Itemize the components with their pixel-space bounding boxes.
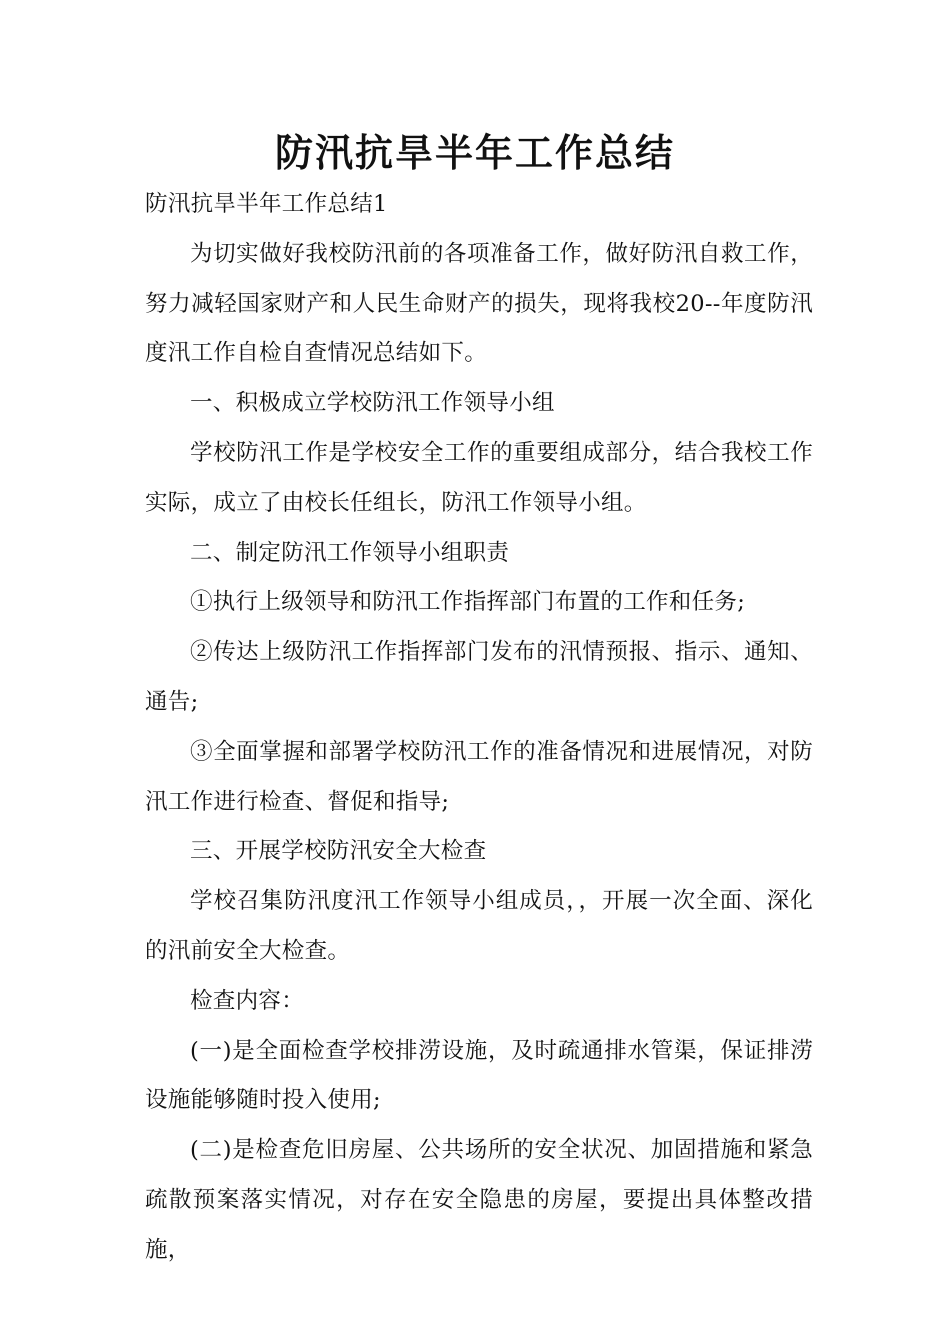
list-item: ①执行上级领导和防汛工作指挥部门布置的工作和任务; xyxy=(190,589,746,616)
list-item: (一)是全面检查学校排涝设施，及时疏通排水管渠，保证排涝设施能够随时投入使用; xyxy=(145,1037,813,1114)
paragraph: 检查内容： xyxy=(190,987,305,1014)
paragraph: 为切实做好我校防汛前的各项准备工作，做好防汛自救工作，努力减轻国家财产和人民生命财产的损失，现将我校20--年度防汛度汛工作自检自查情况总结如下。 xyxy=(145,240,813,367)
document-title: 防汛抗旱半年工作总结 xyxy=(274,131,675,175)
list-item: ②传达上级防汛工作指挥部门发布的汛情预报、指示、通知、通告; xyxy=(145,639,813,715)
section-heading: 三、开展学校防汛安全大检查 xyxy=(190,838,487,865)
document-body xyxy=(145,180,813,1276)
section-heading: 二、制定防汛工作领导小组职责 xyxy=(190,539,510,566)
paragraph: 学校防汛工作是学校安全工作的重要组成部分，结合我校工作实际，成立了由校长任组长，防汛工作领导小组。 xyxy=(145,439,813,516)
list-item: ③全面掌握和部署学校防汛工作的准备情况和进展情况，对防汛工作进行检查、督促和指导; xyxy=(145,738,813,815)
paragraph-subtitle: 防汛抗旱半年工作总结1 xyxy=(145,191,388,217)
section-heading: 一、积极成立学校防汛工作领导小组 xyxy=(190,390,555,417)
paragraph: 学校召集防汛度汛工作领导小组成员，，开展一次全面、深化的汛前安全大检查。 xyxy=(145,888,813,964)
list-item: (二)是检查危旧房屋、公共场所的安全状况、加固措施和紧急疏散预案落实情况，对存在安全隐患的房屋，要提出具体整改措施， xyxy=(145,1137,813,1263)
